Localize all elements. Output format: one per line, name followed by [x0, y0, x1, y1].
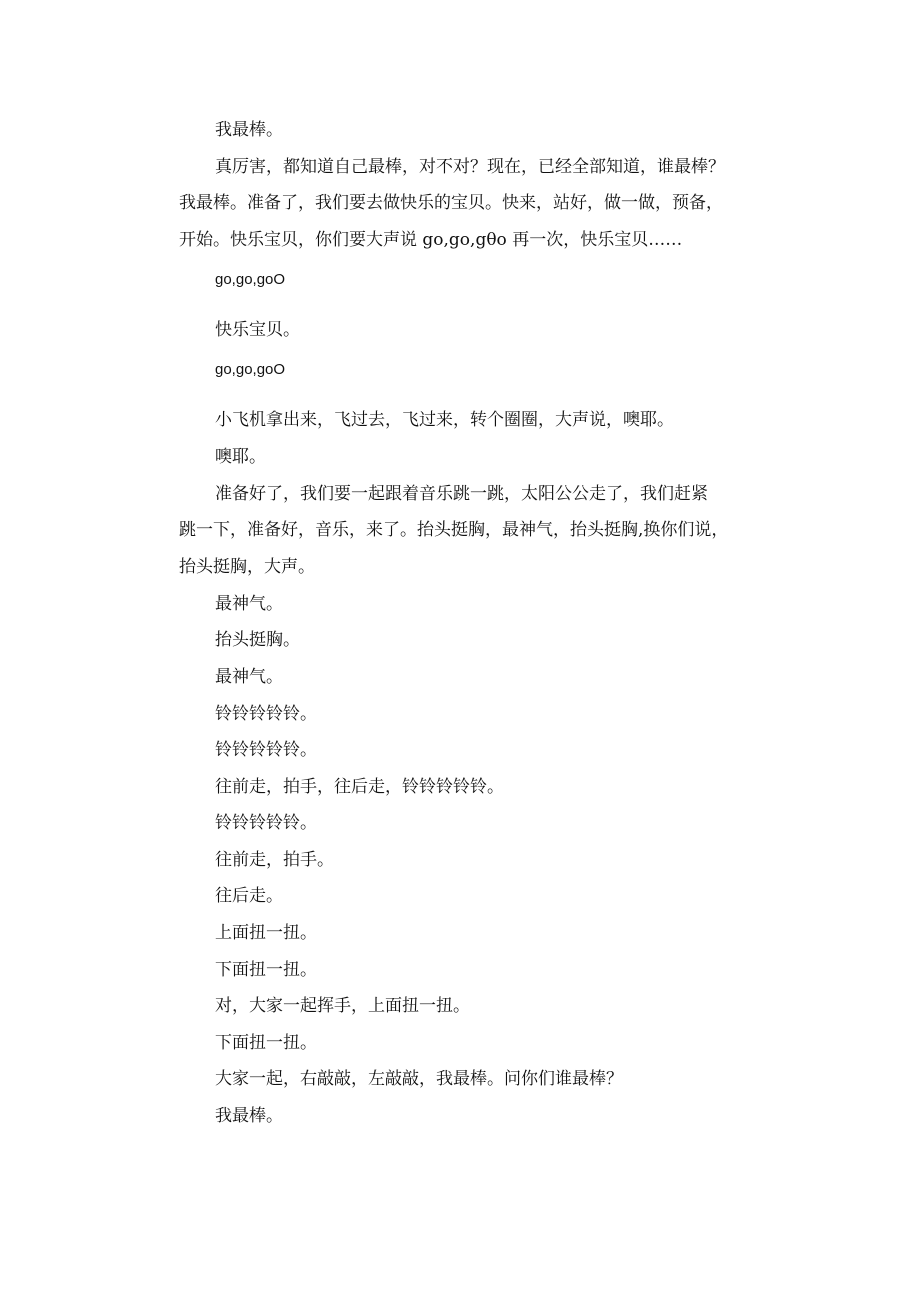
- text-line: 往前走，拍手，往后走，铃铃铃铃铃。: [215, 777, 504, 797]
- text-line: 我最棒。: [215, 1106, 283, 1126]
- text-line: 上面扭一扭。: [215, 923, 317, 943]
- text-line: 下面扭一扭。: [215, 960, 317, 980]
- text-line: 最神气。: [215, 667, 283, 687]
- text-line: 真厉害，都知道自己最棒，对不对？现在，已经全部知道，谁最棒？: [215, 157, 725, 177]
- text-line: 铃铃铃铃铃。: [215, 813, 317, 833]
- text-line: 抬头挺胸。: [215, 630, 300, 650]
- text-line: 大家一起，右敲敲，左敲敲，我最棒。问你们谁最棒？: [215, 1069, 623, 1089]
- text-line: 我最棒。: [215, 120, 283, 140]
- text-line: 往后走。: [215, 886, 283, 906]
- text-line: go,go,goO: [215, 271, 286, 288]
- text-line: go,go,goO: [215, 361, 286, 378]
- text-line: 噢耶。: [215, 447, 266, 467]
- text-line: 铃铃铃铃铃。: [215, 740, 317, 760]
- text-line: 最神气。: [215, 594, 283, 614]
- text-line: 快乐宝贝。: [215, 320, 300, 340]
- text-line: 下面扭一扭。: [215, 1033, 317, 1053]
- text-line: 抬头挺胸，大声。: [179, 557, 315, 577]
- text-line: 跳一下，准备好，音乐，来了。抬头挺胸，最神气，抬头挺胸,换你们说，: [179, 520, 729, 540]
- text-line: 对，大家一起挥手，上面扭一扭。: [215, 996, 470, 1016]
- text-line: 准备好了，我们要一起跟着音乐跳一跳，太阳公公走了，我们赶紧: [215, 484, 708, 504]
- text-line: 小飞机拿出来，飞过去，飞过来，转个圈圈，大声说，噢耶。: [215, 410, 674, 430]
- text-line: 往前走，拍手。: [215, 850, 334, 870]
- text-line: 铃铃铃铃铃。: [215, 704, 317, 724]
- text-line: 开始。快乐宝贝，你们要大声说 go,go,gθo 再一次，快乐宝贝……: [179, 230, 683, 250]
- text-line: 我最棒。准备了，我们要去做快乐的宝贝。快来，站好，做一做，预备，: [179, 193, 723, 213]
